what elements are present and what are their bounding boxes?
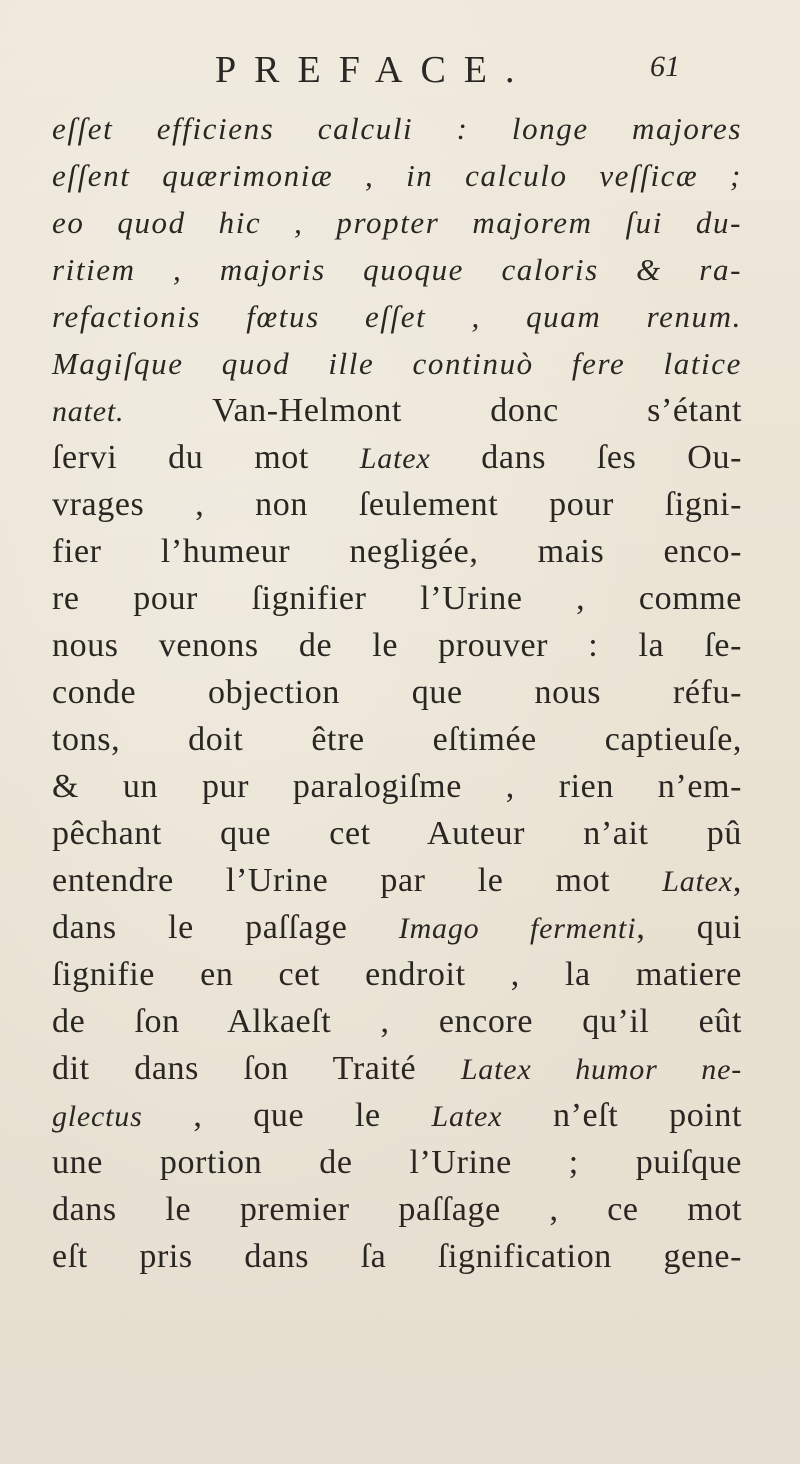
italic-segment: eo quod hic , propter majorem ſui du- [52,205,742,240]
text-line [52,622,742,669]
text-line [52,763,742,810]
header-title: PREFACE. [215,49,533,91]
roman-segment: , que le [142,1097,432,1134]
text-line [52,293,742,340]
roman-segment: , qui [636,909,742,946]
roman-segment: dans le paſſage [52,909,399,946]
italic-segment: Latex [431,1100,503,1133]
page-number: 61 [650,50,680,83]
text-line [52,716,742,763]
text-line [52,1233,742,1280]
roman-segment: eſt pris dans ſa ſignification gene- [52,1238,742,1275]
text-line [52,199,742,246]
text-line [52,810,742,857]
roman-segment: re pour ſignifier l’Urine , comme [52,580,742,617]
roman-segment: entendre l’Urine par le mot [52,862,663,899]
text-line [52,152,742,199]
text-line [52,340,742,387]
roman-segment: tons, doit être eſtimée captieuſe, [52,721,742,758]
text-line [52,1186,742,1233]
italic-segment: eſſet efficiens calculi : longe majores [52,111,742,146]
roman-segment: nous venons de le prouver : la ſe- [52,627,742,664]
roman-segment: une portion de l’Urine ; puiſque [52,1144,742,1181]
roman-segment: fier l’humeur negligée, mais enco- [52,533,742,570]
text-line [52,857,742,904]
text-line [52,387,742,434]
italic-segment: eſſent quærimoniæ , in calculo veſſicæ ; [52,158,742,193]
italic-segment: Latex [662,865,733,898]
italic-segment: Magiſque quod ille continuò fere latice [52,346,742,381]
roman-segment: ſervi du mot [52,439,360,476]
roman-segment: dit dans ſon Traité [52,1050,461,1087]
text-line [52,246,742,293]
italic-segment: glectus [52,1100,143,1133]
text-line [52,998,742,1045]
running-header [0,48,800,98]
roman-segment: vrages , non ſeulement pour ſigni- [52,486,742,523]
roman-segment: dans le premier paſſage , ce mot [52,1191,742,1228]
text-line [52,528,742,575]
roman-segment: dans ſes Ou- [430,439,742,476]
roman-segment: conde objection que nous réfu- [52,674,742,711]
text-line [52,1045,742,1092]
text-line [52,575,742,622]
body-text [52,105,742,1280]
italic-segment: Latex [359,442,431,475]
roman-segment: , [732,862,742,899]
text-line [52,1092,742,1139]
italic-segment: ritiem , majoris quoque caloris & ra- [52,252,742,287]
italic-segment: natet. [52,395,125,428]
text-line [52,105,742,152]
italic-segment: refactionis fœtus eſſet , quam renum. [52,299,742,334]
roman-segment: pêchant que cet Auteur n’ait pû [52,815,742,852]
text-line [52,481,742,528]
italic-segment: Latex humor ne- [460,1053,742,1086]
text-line [52,904,742,951]
text-line [52,1139,742,1186]
text-line [52,951,742,998]
roman-segment: n’eſt point [502,1097,742,1134]
italic-segment: Imago fermenti [398,912,637,945]
text-line [52,669,742,716]
roman-segment: de ſon Alkaeſt , encore qu’il eût [52,1003,742,1040]
roman-segment: & un pur paralogiſme , rien n’em- [52,768,742,805]
roman-segment: Van-Helmont donc s’étant [124,392,742,429]
text-line [52,434,742,481]
roman-segment: ſignifie en cet endroit , la matiere [52,956,742,993]
